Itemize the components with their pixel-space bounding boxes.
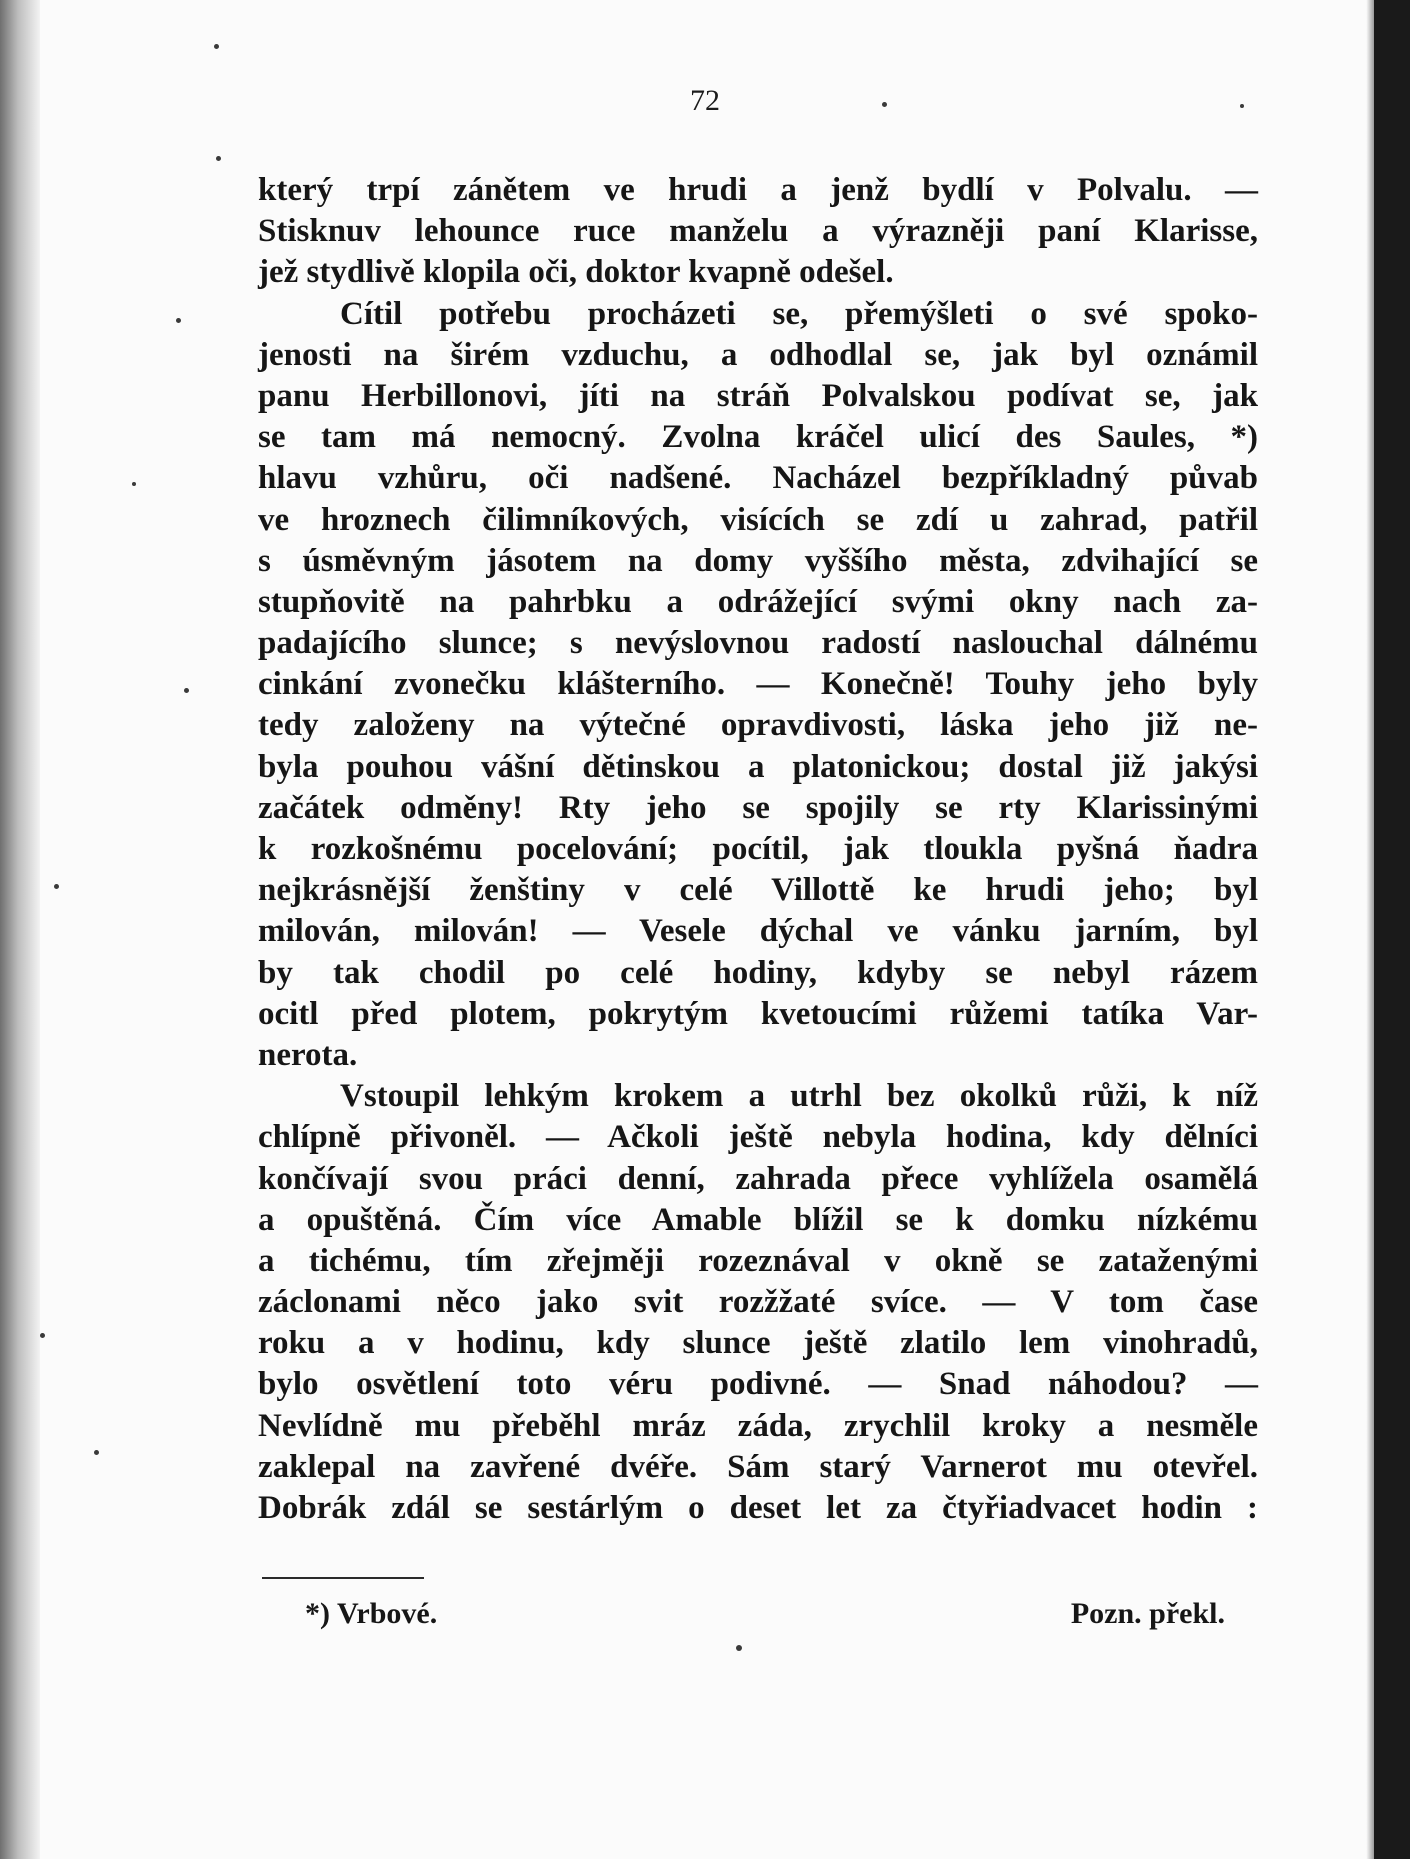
text-line: chlípně přivoněl. — Ačkoli ještě nebyla hodina, kdy dělníci xyxy=(258,1119,1258,1156)
scan-speck xyxy=(736,1645,742,1651)
text-line: nejkrásnější ženštiny v celé Villottě ke hrudi jeho; byl xyxy=(258,872,1258,909)
text-line: ocitl před plotem, pokrytým kvetoucími růžemi tatíka Var- xyxy=(258,995,1258,1032)
text-line: panu Herbillonovi, jíti na stráň Polvalskou podívat se, jak xyxy=(258,377,1258,414)
text-line: Stisknuv lehounce ruce manželu a výrazněji paní Klarisse, xyxy=(258,213,1258,250)
text-line: stupňovitě na pahrbku a odrážející svými okny nach za- xyxy=(258,583,1258,620)
page-right-border xyxy=(1374,0,1410,1859)
scan-speck xyxy=(1240,104,1244,108)
page-right-fold xyxy=(1366,0,1374,1859)
text-line: který trpí zánětem ve hrudi a jenž bydlí v Polvalu. — xyxy=(258,172,1258,208)
text-line: záclonami něco jako svit rozžžaté svíce. — V tom čase xyxy=(258,1284,1258,1321)
text-line: nerota. xyxy=(258,1036,358,1073)
scan-speck xyxy=(40,1333,45,1338)
text-line: začátek odměny! Rty jeho se spojily se rty Klarissinými xyxy=(258,789,1258,826)
text-line: Cítil potřebu procházeti se, přemýšleti o své spoko- xyxy=(340,295,1258,332)
text-line: končívají svou práci denní, zahrada přece vyhlížela osamělá xyxy=(258,1160,1258,1197)
text-line: a tichému, tím zřejměji rozeznával v okně se zataženými xyxy=(258,1242,1258,1279)
text-line: byla pouhou vášní dětinskou a platonickou; dostal již jakýsi xyxy=(258,748,1258,785)
text-line: jenosti na širém vzduchu, a odhodlal se, jak byl oznámil xyxy=(258,336,1258,373)
page-number: 72 xyxy=(690,84,720,117)
text-line: Dobrák zdál se sestárlým o deset let za čtyřiadvacet hodin : xyxy=(258,1490,1258,1526)
text-line: tedy založeny na výtečné opravdivosti, láska jeho již ne- xyxy=(258,707,1258,744)
scan-speck xyxy=(176,318,181,323)
scan-speck xyxy=(214,44,219,49)
text-line: by tak chodil po celé hodiny, kdyby se nebyl rázem xyxy=(258,954,1258,991)
text-line: Vstoupil lehkým krokem a utrhl bez okolků růži, k níž xyxy=(340,1078,1258,1115)
text-line: a opuštěná. Čím více Amable blížil se k domku nízkému xyxy=(258,1201,1258,1238)
text-line: cinkání zvonečku klášterního. — Konečně! Touhy jeho byly xyxy=(258,666,1258,703)
footnote xyxy=(305,1597,1225,1631)
text-line: jež stydlivě klopila oči, doktor kvapně odešel. xyxy=(258,254,894,291)
text-line: k rozkošnému pocelování; pocítil, jak tloukla pyšná ňadra xyxy=(258,831,1258,867)
footnote-text: *) Vrbové. xyxy=(305,1597,438,1630)
body-text xyxy=(258,170,1258,1529)
footnote-divider xyxy=(262,1577,424,1579)
scan-speck xyxy=(184,688,189,693)
text-line: padajícího slunce; s nevýslovnou radostí naslouchal dálnému xyxy=(258,625,1258,662)
scan-speck xyxy=(216,156,221,161)
footnote-credit: Pozn. překl. xyxy=(1070,1597,1225,1630)
text-line: s úsměvným jásotem na domy vyššího města, zdvihající se xyxy=(258,542,1258,579)
scan-speck xyxy=(132,482,136,486)
scan-speck xyxy=(54,884,59,889)
text-line: Nevlídně mu přeběhl mráz záda, zrychlil kroky a nesměle xyxy=(258,1407,1258,1444)
text-line: roku a v hodinu, kdy slunce ještě zlatilo lem vinohradů, xyxy=(258,1325,1258,1362)
text-line: zaklepal na zavřené dvéře. Sám starý Varnerot mu otevřel. xyxy=(258,1448,1258,1485)
text-line: ve hroznech čilimníkových, visících se zdí u zahrad, patřil xyxy=(258,501,1258,538)
text-line: milován, milován! — Vesele dýchal ve vánku jarním, byl xyxy=(258,913,1258,950)
scan-speck xyxy=(882,102,887,107)
scan-speck xyxy=(94,1450,99,1455)
page-left-shadow xyxy=(0,0,40,1859)
text-line: hlavu vzhůru, oči nadšené. Nacházel bezpříkladný půvab xyxy=(258,460,1258,497)
text-line: se tam má nemocný. Zvolna kráčel ulicí des Saules, *) xyxy=(258,419,1258,456)
text-line: bylo osvětlení toto véru podivné. — Snad náhodou? — xyxy=(258,1366,1258,1403)
